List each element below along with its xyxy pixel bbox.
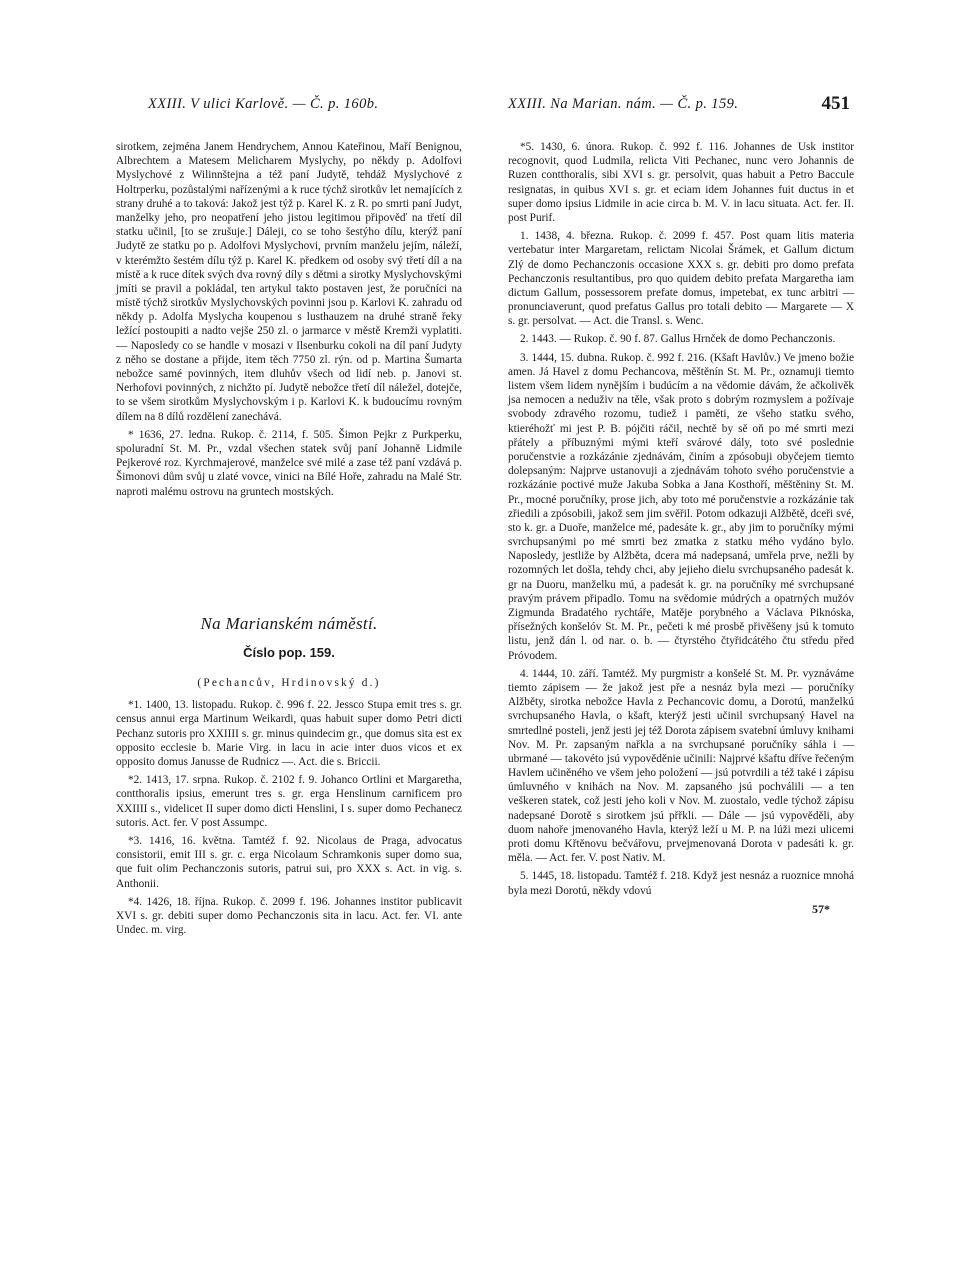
right-column — [508, 140, 854, 916]
record-entry: *4. 1426, 18. října. Rukop. č. 2099 f. 196. Johannes institor publicavit XVI s. gr. debiti super domo Pechanczonis sita in lacu. Act. fer. VI. ante Undec. m. virg. — [116, 895, 462, 937]
record-entry: 5. 1445, 18. listopadu. Tamtéž f. 218. Když jest nesnáz a ruoznice mnohá byla mezi Dorotú, někdy vdovú — [508, 870, 854, 897]
section-title: Na Marianském náměstí. — [200, 613, 378, 633]
left-column — [116, 140, 462, 937]
signature-mark: 57* — [812, 901, 830, 916]
left-running-head: XXIII. V ulici Karlově. — Č. p. 160b. — [148, 96, 379, 112]
record-entry: 2. 1443. — Rukop. č. 90 f. 87. Gallus Hrnček de domo Pechanczonis. — [520, 333, 836, 346]
record-entry: 3. 1444, 15. dubna. Rukop. č. 992 f. 216. (Kšaft Havlův.) Ve jmeno božie amen. Já Havel z domu Pechancova, měštěnín St. M. Pr., oznamuji tiemto listem všem lidem nynějším i budúcím a na vědomie dávám, že ačkolivěk jsa nemocen a neduživ na těle, však proto s dobrým rozmyslem a požívaje svobody zdravého rozomu, tudiež i paměti, ze všeho statku svého, ktieréhožť mi jest P. B. pójčiti ráčil, nechtě by sě oň po mé smrti mezi přátely a příbuznými mými kteří svárové dály, toto své poslednie poručenstvie a rozkázánie zjednávám, činím a zpósobuji obyčejem tiemto dolepsaným: Najprve ustanovuji a zjednávám tohoto svého poručenstvie a rozkázánie poctivé muže Jakuba Sobka a Jana Kosthoří, měštěniny St. M. Pr., mocné poručníky, prose jich, aby toto mé poručenstvie a rozkázánie tak zřiedili a zpósobili, jakož sem jim svěřil. Potom odkazuji Alžbětě, dceři své, sto k. gr. a Duoře, manželce mé, padesáte k. gr., aby jim to poručníky mými svrchupsanými po mé smrti bez zmatka z statku mého vydáno bylo. Naposledy, jestliže by Alžběta, dcera má nadepsaná, umřela prve, nežli by rozomných let došla, tehdy chci, aby jejieho dielu svrchupsaného padesát k. gr na Duoru, manželku mú, a padesát k. gr. na poručníky mé svrchupsané pravým právem připadlo. Tomu na svědomie múdrých a opatrných mužóv Zigmunda Bradatého rychtáře, Matěje porybného a Václava Piknóska, přísežných konšelóv St. M. Pr., pečeti k mé prosbě přivěšeny jsú k tomuto listu, jenž dán l. od nar. o. b. — čtyrstého čtyřidcátého čtu středu před Próvodem. — [508, 351, 854, 662]
record-entry: 4. 1444, 10. září. Tamtéž. My purgmistr a konšelé St. M. Pr. vyznáváme tiemto zápisem — že jakož jest pře a nesnáz byla mezi — poručníky Alžběty, sirotka nebožce Havla z Pechancovic domu, a Dorotú, manželkú svrchupsaného Havla, o kšaft, kterýž jesti učinil svrchupsaný Havel na smrtedlné posteli, jenž jesti jej též Dorota zápisem svatební úmluvy knihami Nov. M. Pr. zapsaným nařkla a na svrchupsané poručníky sáhla i — ubrmané — takovéto jsú vypověděnie učinili: Najprvé kšaftu dříve řečeným Havlem učiněného ve všem jeho položení — jsú potvrdili a též také i zápisu úmluvného v knihách na Nov. M. zapsaného jsú pochválili — a ten veškeren statek, což jesti jeho koli v Nov. M. zuostalo, vedle týchož zápisu nadepsané Dorotě s sirotkem jsú přřkli. — Dále — jsú vypověděli, aby duom nahoře jmenovaného Havla, kterýž leží u M. P. na lúži mezi ulicemi proti domu Křtěnovu bečvářovu, prvejmenovaná Dorota v padesáti k. gr. měla. — Act. fer. V. post Nativ. M. — [508, 667, 854, 865]
record-entry: *5. 1430, 6. února. Rukop. č. 992 f. 116. Johannes de Usk institor recognovit, quod Ludmila, relicta Viti Pechanec, nunc vero Johannis de Ruzen contthoralis, sibi XVI s. gr. persolvit, quas habuit a Petro Baccule resignatas, in quibus XVI s. gr. et eciam idem Johannes fuit ductus in et super domo ipsius Lidmile in acie circa b. M. V. in lacu situata. Act. fer. II. post Purif. — [508, 141, 854, 224]
record-entry: *2. 1413, 17. srpna. Rukop. č. 2102 f. 9. Johanco Ortlini et Margaretha, contthoralis ipsius, emerunt tres s. gr. erga Henslinum carnificem pro XXIIII s., videlicet II super domo dicti Henslini, I s. super domo Pechanecz sutoris. Act. fer. V post Assumpc. — [116, 774, 462, 829]
record-entry: 1. 1438, 4. března. Rukop. č. 2099 f. 457. Post quam litis materia vertebatur inter Margaretam, relictam Nicolai Šrámek, et Gallum dictum Zlý de domo Pechanczonis occasione XXX s. gr. debiti pro domo prefata Pechanczonis resultantibus, pro quo quidem debito prefata Margaretha iam dictum Gallum, possessorem prefate domus, impetebat, ex tunc arbitri — pronunciaverunt, quod prefatus Gallus pro totali debito — Margarete — X s. gr. persolvat. — Act. die Transl. s. Wenc. — [508, 230, 854, 328]
record-entry: *3. 1416, 16. května. Tamtéž f. 92. Nicolaus de Praga, advocatus consistorii, emit III s. gr. c. erga Nicolaum Schramkonis super domo sua, que fuit olim Pechanczonis sutoris, patrui sui, pro XXX s. Act. in vig. s. Anthonii. — [116, 834, 462, 890]
record-entry: *1. 1400, 13. listopadu. Rukop. č. 996 f. 22. Jessco Stupa emit tres s. gr. census annui erga Martinum Weikardi, quas habuit super domo Petri dicti Pechanz sutoris pro XXIIII s. gr. minus quindecim gr., que domus sita est ex opposito ecclesie b. Marie Virg. in lacu in acie inter duos vicos et ex opposito domus Janusse de Rudnicz —. Act. die s. Briccii. — [116, 699, 462, 768]
house-owners: (Pechancův, Hrdinovský d.) — [197, 677, 381, 690]
house-number: Číslo pop. 159. — [243, 644, 335, 660]
paragraph-entry: * 1636, 27. ledna. Rukop. č. 2114, f. 505. Šimon Pejkr z Purkperku, spoluradní St. M. Pr., vzdal všechen statek svůj paní Johanně Lidmile Pejkerové roz. Kyrchmajerové, manželce své milé a zase též paní vzdává p. Šimonovi dům svůj u zlaté vovce, vinici na Bílé Hoře, zahradu na Malé Str. naproti malému ostrovu na gruntech mostských. — [116, 428, 462, 498]
running-header — [130, 93, 850, 118]
right-running-head: XXIII. Na Marian. nám. — Č. p. 159. — [508, 96, 739, 112]
paragraph-continuation: sirotkem, zejména Janem Hendrychem, Annou Kateřinou, Maří Benignou, Albrechtem a Matesem Melicharem Myslychy, po někdy p. Adolfovi Myslychové z Wilinnštejna a též paní Judytě, tehdáž Myslychové z Holtrperku, pozůstalými nařízenými a k ruce týchž sirotkův let nemajících z strany druhé a to taková: Jakož jest týž p. Karel K. z R. po smrti paní Judyt, manželky jeho, pro neopatření jeho jistou legitimou připověď na třetí díl statku učinil, [to se zrušuje.] Dáleji, co se toho šestýho dílu, kterýž paní Judytě ze statku po p. Adolfovi Myslychovi, prvním manželu jejím, náleží, v kterémžto šestém dílu týž p. Karel K. předkem od osoby svý třetí díl a na místě a k ruce dítek svých dva rovný díly s dětmi a sirotky Myslychovskými jmíti se pravil a pokládal, ten artykul takto postaven jest, že poručníci na místě týchž sirotkův Myslychovských povinni jsou p. Karlovi K. zahradu od někdy p. Adolfa Myslycha koupenou s lusthauzem na druhé straně řeky ležící postoupiti a nadto vejše 250 zl. o jarmarce v městě Kremži vyplatiti. — Naposledy co se handle v mosazi v Ilsenburku cokoli na díl paní Judyty z něho se dostane a přijde, item těch 7750 zl. rýn. od p. Martina Šumarta nebožce samé povinných, item dluhův všech od lidí neb. p. Janovi st. Nerhofovi povinných, z nichžto pí. Judytě nebožce třetí díl náležel, dotejče, to se všem sirotkům Myslychovským i p. Karlovi K. k budoucímu rovným dílem na 8 dílů rozdělení zanechává. — [116, 141, 462, 423]
page-number: 451 — [821, 93, 850, 114]
